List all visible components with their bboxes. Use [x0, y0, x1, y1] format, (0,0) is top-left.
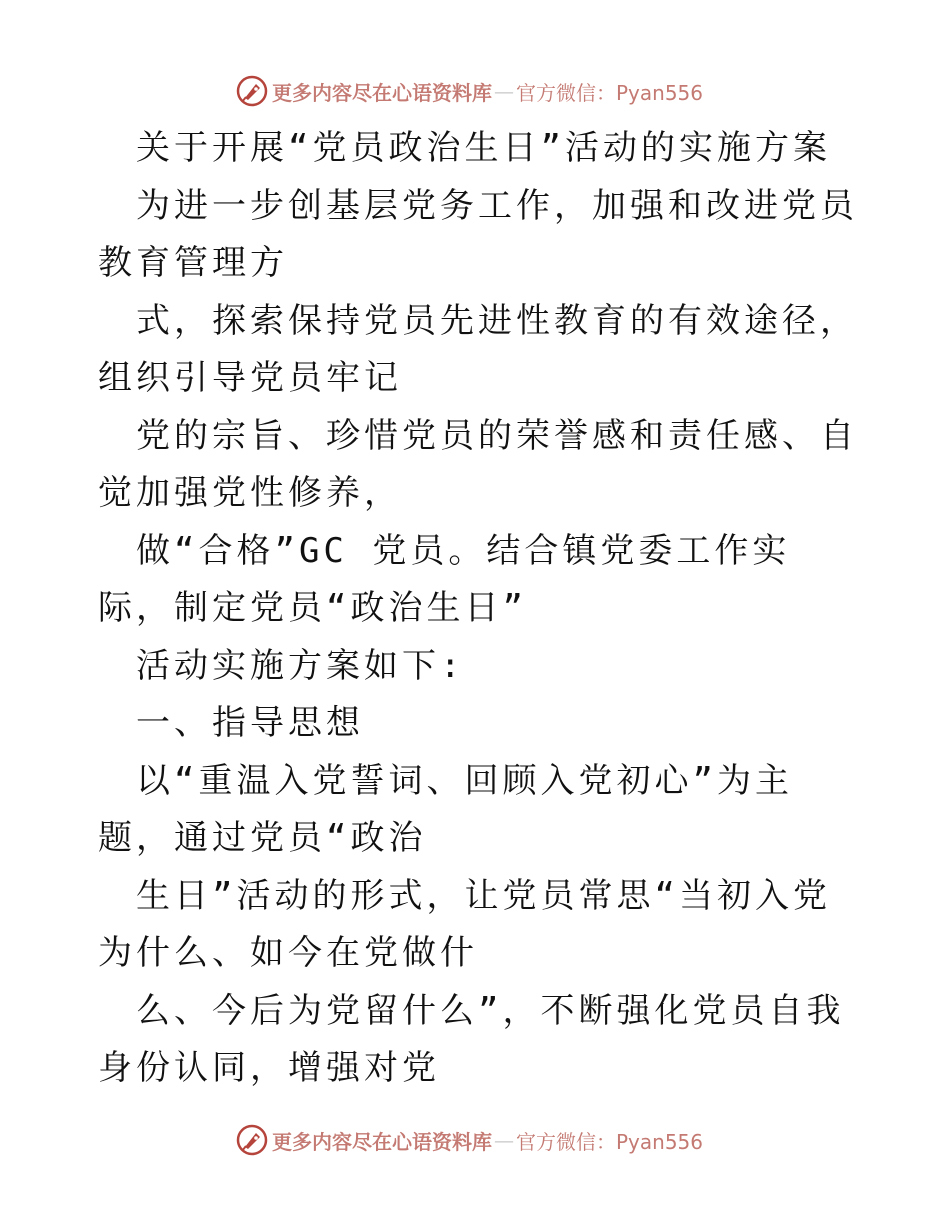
document-title: 关于开展“党员政治生日”活动的实施方案	[136, 128, 831, 168]
watermark-text: 更多内容尽在心语资料库	[272, 80, 492, 105]
watermark-wechat: 官方微信：Pyan556	[516, 1129, 704, 1154]
watermark-text: 更多内容尽在心语资料库	[272, 1129, 492, 1154]
header-watermark	[236, 74, 703, 108]
paragraph: 做“合格”GC 党员。结合镇党委工作实际，制定党员“政治生日”	[98, 530, 791, 628]
paragraph: 活动实施方案如下:	[136, 645, 465, 686]
pen-nib-logo-icon	[236, 1124, 268, 1156]
paragraph: 生日”活动的形式，让党员常思“当初入党为什么、如今在党做什	[98, 875, 831, 973]
footer-watermark	[236, 1123, 703, 1157]
paragraph: 式，探索保持党员先进性教育的有效途径，组织引导党员牢记	[98, 300, 858, 398]
document-body	[98, 120, 858, 1098]
paragraph: 么、今后为党留什么”，不断强化党员自我身份认同，增强对党	[98, 990, 845, 1088]
watermark-wechat: 官方微信：Pyan556	[516, 80, 704, 105]
paragraph: 党的宗旨、珍惜党员的荣誉感和责任感、自觉加强党性修养，	[98, 415, 858, 513]
watermark-separator: —	[494, 79, 514, 103]
paragraph: 以“重温入党誓词、回顾入党初心”为主题，通过党员“政治	[98, 760, 793, 858]
pen-nib-logo-icon	[236, 75, 268, 107]
watermark-separator: —	[494, 1128, 514, 1152]
paragraph: 为进一步创基层党务工作，加强和改进党员教育管理方	[98, 185, 858, 283]
section-heading: 一、指导思想	[136, 703, 364, 743]
